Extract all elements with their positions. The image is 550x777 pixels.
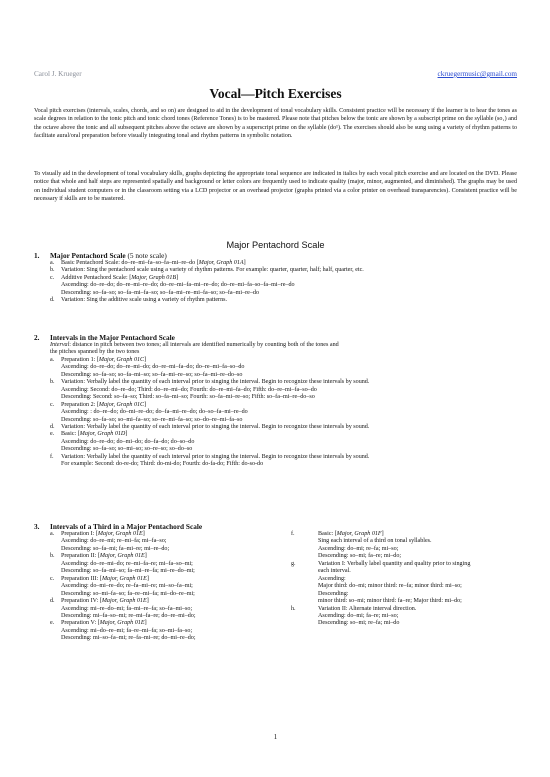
item-text: Preparation V: [ bbox=[61, 620, 100, 627]
exercise-detail-line: Descending: so–fa–so; so–mi–fa–so; so–re–mi–fa–so; so–do–re–mi–fa–so bbox=[61, 416, 243, 423]
exercise-detail-line: Ascending: mi–re–do–mi; fa–mi–re–fa; so–fa–mi–so; bbox=[61, 605, 193, 612]
item-text: Preparation 1: [ bbox=[61, 356, 99, 363]
right-column bbox=[291, 531, 517, 643]
exercise-item bbox=[34, 275, 517, 282]
item-text: ] bbox=[144, 356, 147, 363]
exercise-detail-line: Descending: so–fa–so; so–fa–mi–fa–so; so–fa–mi–re–mi–fa–so; so–fa–mi–re–do bbox=[61, 289, 260, 296]
section-title: Intervals in the Major Pentachord Scale bbox=[50, 333, 175, 342]
item-letter: h. bbox=[291, 605, 296, 612]
graph-reference: Major, Graph 01C bbox=[98, 401, 145, 408]
two-column-list bbox=[34, 531, 517, 643]
exercise-item bbox=[291, 561, 517, 568]
exercise-detail-line: Descending: so–mi; fa–re; mi–do; bbox=[318, 553, 402, 560]
exercise-detail-line: Descending: mi–so–fa–mi; re–fa–mi–re; do–mi–re–do; bbox=[61, 635, 196, 642]
exercise-item bbox=[34, 379, 517, 386]
exercise-detail-line: Descending: so–fa–mi; fa–mi–re; mi–re–do; bbox=[61, 545, 170, 552]
item-letter: b. bbox=[50, 379, 55, 386]
exercise-detail-line: Descending: so–fa–so; so–fa–mi–so; so–fa–mi–re–so; so–fa–mi–re–do–so bbox=[61, 371, 243, 378]
item-letter: a. bbox=[50, 260, 55, 266]
page-header bbox=[34, 70, 517, 80]
item-text: Variation: Sing the pentachord scale using a variety of rhythm patterns. For example: quarter, quarter, half; half, quarter, etc. bbox=[61, 267, 364, 274]
exercise-detail-line: Ascending: mi–do–re–mi; fa–re–mi–fa; so–mi–fa–so; bbox=[61, 627, 193, 634]
graph-reference: Major, Graph 01F bbox=[336, 531, 382, 537]
author-email-link[interactable]: ckruegermusic@gmail.com bbox=[437, 70, 517, 78]
item-text: ] bbox=[381, 531, 384, 537]
exercise-detail-line: Descending: so–fa–mi–so; fa–mi–re–fa; mi–re–do–mi; bbox=[61, 568, 195, 575]
exercise-detail-line: Descending: mi–fa–so–mi; re–mi–fa–re; do–re–mi–do; bbox=[61, 612, 196, 619]
item-text: ] bbox=[142, 531, 145, 537]
left-column bbox=[34, 531, 291, 643]
graph-reference: Major, Graph 01E bbox=[99, 553, 145, 560]
item-text: ] bbox=[243, 260, 246, 266]
item-text: Variation: Verbally label the quantity of each interval prior to singing the interval. Begin to recognize these intervals by sound. bbox=[61, 423, 370, 430]
exercise-item bbox=[34, 454, 517, 461]
item-text: ] bbox=[125, 431, 128, 438]
exercise-item bbox=[34, 531, 291, 538]
exercise-item bbox=[34, 402, 517, 409]
item-text: Basic: [ bbox=[318, 531, 337, 537]
item-text: Variation: Verbally label the quantity of each interval prior to singing the interval. Begin to recognize these intervals by sound. bbox=[61, 379, 370, 386]
exercise-item bbox=[34, 267, 517, 274]
exercise-section-2 bbox=[34, 333, 517, 469]
graph-reference: Major, Graph 01D bbox=[79, 431, 126, 438]
item-letter: d. bbox=[50, 297, 55, 304]
author-name: Carol J. Krueger bbox=[34, 70, 82, 78]
item-text: ] bbox=[146, 598, 149, 605]
item-letter: g. bbox=[291, 560, 296, 567]
graph-reference: Major, Graph 01B bbox=[131, 274, 177, 281]
item-letter: d. bbox=[50, 423, 55, 430]
document-title: Vocal—Pitch Exercises bbox=[209, 86, 342, 101]
item-letter: c. bbox=[50, 575, 55, 582]
exercise-detail-line: Ascending: do–mi; fa–re; mi–so; bbox=[318, 612, 399, 619]
exercise-detail-line: Ascending: do–re–mi–do; re–mi–fa–re; mi–fa–so–mi; bbox=[61, 560, 193, 567]
exercise-item bbox=[291, 606, 517, 613]
section-number: 1. bbox=[34, 251, 40, 260]
exercise-detail-line: Ascending: bbox=[318, 575, 346, 582]
intro-paragraph: Vocal pitch exercises (intervals, scales, chords, and so on) are designed to aid in the development of tonal vocabulary skills. Consistent practice will be necessary if the learner is to hear the tones as scale degrees in relation to the tonic pitch and tonic chord tones (Reference Tones) is to be mastered. Please note that pitches below the tonic are shown by a subscript prime on the syllable (so₁) and the octave above the tonic and all subsequent pitches above the octave are shown by a superscript prime on the syllable (do¹). The exercises should also be sung using a variety of rhythm patterns to facilitate aural/oral preparation before visually integrating tonal and rhythm patterns in symbolic notation. bbox=[34, 108, 517, 140]
item-letter: a. bbox=[50, 531, 55, 537]
graph-reference: Interval bbox=[50, 342, 70, 348]
item-letter: c. bbox=[50, 274, 55, 281]
exercise-detail-line: Ascending: Second: do–re–do; Third: do–re–mi–do; Fourth: do–re–mi–fa–do; Fifth: do–re–mi–fa–so–do bbox=[61, 386, 317, 393]
item-letter: e. bbox=[50, 431, 55, 438]
graph-reference: Major, Graph 01A bbox=[198, 260, 244, 266]
section-title: Major Pentachord Scale bbox=[50, 251, 126, 260]
exercise-detail-line: Major third: do–mi; minor third: re–fa; minor third: mi–so; bbox=[318, 583, 462, 590]
exercise-item bbox=[34, 598, 291, 605]
exercise-detail-line: Sing each interval of a third on tonal syllables. bbox=[318, 538, 432, 545]
exercise-detail-line: Ascending: do–re–do; do–re–mi–re–do; do–re–mi–fa–mi–re–do; do–re–mi–fa–so–fa–mi–re–do bbox=[61, 282, 295, 289]
exercise-item bbox=[34, 553, 291, 560]
exercise-item bbox=[291, 531, 517, 538]
exercise-item bbox=[34, 424, 517, 431]
item-letter: a. bbox=[50, 356, 55, 363]
exercise-section-1 bbox=[34, 251, 517, 305]
item-text: ] bbox=[144, 553, 147, 560]
item-text: Preparation IV: [ bbox=[61, 598, 102, 605]
item-text: : distance in pitch between two tones; all intervals are identified numerically by counting both of the tones and bbox=[69, 342, 339, 348]
exercise-item bbox=[34, 349, 517, 356]
exercise-detail-line: Descending: so–mi–fa–so; fa–re–mi–fa; mi–do–re–mi; bbox=[61, 590, 195, 597]
item-text: ] bbox=[144, 401, 147, 408]
item-text: Preparation II: [ bbox=[61, 553, 100, 560]
section-title: Intervals of a Third in a Major Pentachord Scale bbox=[50, 522, 203, 531]
item-letter: d. bbox=[50, 598, 55, 605]
section-note: (5 note scale) bbox=[127, 251, 167, 260]
item-text: Preparation 2: [ bbox=[61, 401, 99, 408]
exercise-heading bbox=[34, 522, 517, 531]
exercise-detail-line: Ascending: do–mi; re–fa; mi–so; bbox=[318, 545, 399, 552]
item-letter: b. bbox=[50, 553, 55, 560]
exercise-detail-line: minor third: so–mi; minor third: fa–re; Major third: mi–do; bbox=[318, 598, 462, 605]
item-text: Variation: Verbally label the quantity of each interval prior to singing the interval. Begin to recognize these intervals by sound. bbox=[61, 453, 370, 460]
item-text: Preparation III: [ bbox=[61, 575, 102, 582]
section-heading: Major Pentachord Scale bbox=[226, 240, 325, 250]
exercise-item bbox=[34, 620, 291, 627]
item-text: Additive Pentachord Scale: [ bbox=[61, 274, 132, 281]
item-text: Variation: Sing the additive scale using a variety of rhythm patterns. bbox=[61, 297, 228, 304]
graph-reference: Major, Graph 01E bbox=[101, 598, 147, 605]
exercise-detail-line: For example: Second: do-re-do; Third: do-mi-do; Fourth: do-fa-do; Fifth: do-so-do bbox=[61, 461, 264, 468]
exercise-heading bbox=[34, 251, 517, 260]
item-text: ] bbox=[146, 575, 149, 582]
item-text: Basic: [ bbox=[61, 431, 80, 438]
exercise-detail-line: Ascending: do–mi–re–do; re–fa–mi–re; mi–so–fa–mi; bbox=[61, 583, 193, 590]
exercise-detail-line: Ascending: do–re–mi; re–mi–fa; mi–fa–so; bbox=[61, 538, 167, 545]
exercise-detail-line: Ascending: do–re–do; do–re–mi–do; do–re–mi–fa–do; do–re–mi–fa–so–do bbox=[61, 364, 245, 371]
exercise-detail-line: Descending: Second: so–fa–so; Third: so–fa–mi–so; Fourth: so–fa–mi–re–so; Fifth: so–fa–mi–re–do–so bbox=[61, 394, 315, 401]
item-letter: f. bbox=[50, 453, 54, 460]
exercise-item bbox=[34, 342, 517, 349]
exercise-item bbox=[34, 297, 517, 304]
exercise-detail-line: Ascending: do–re–do; do–mi–do; do–fa–do; do–so–do bbox=[61, 438, 195, 445]
item-text: ] bbox=[176, 274, 179, 281]
graph-reference: Major, Graph 01E bbox=[97, 531, 143, 537]
item-letter: f. bbox=[291, 531, 295, 537]
exercise-detail-line: Descending: so–mi; re–fa; mi–do bbox=[318, 620, 400, 627]
section-number: 2. bbox=[34, 333, 40, 342]
exercise-item bbox=[34, 576, 291, 583]
item-text: Variation I: Verbally label quantity and quality prior to singing bbox=[318, 560, 471, 567]
graph-reference: Major, Graph 01E bbox=[101, 575, 147, 582]
item-text: Basic Pentachord Scale: do–re–mi–fa–so–fa–mi–re–do [ bbox=[61, 260, 199, 266]
exercise-detail-line: Ascending: : do–re–do; do–mi–re–do; do–fa–mi–re–do; do–so–fa–mi–re–do bbox=[61, 409, 248, 416]
item-letter: b. bbox=[50, 267, 55, 274]
exercise-item bbox=[34, 431, 517, 438]
section-number: 3. bbox=[34, 522, 40, 531]
graph-reference: Major, Graph 01E bbox=[99, 620, 145, 627]
page-number: 1 bbox=[273, 733, 278, 741]
intro-paragraph: To visually aid in the development of tonal vocabulary skills, graphs depicting the appropriate tonal sequence are indicated in italics by each vocal pitch exercise and are located on the DVD. Please notice that whole and half steps are represented spatially and background or letter colors are frequently used to indicate quality (major, minor, augmented, and diminished). The graphs may be used on individual student computers or in the classroom setting via a LCD projector or an overhead projector (graphs printed via a color printer on overhead transparencies). Consistent practice will be necessary if skills are to be mastered. bbox=[34, 171, 517, 203]
item-letter: c. bbox=[50, 401, 55, 408]
exercise-detail-line: Descending: so–fa–so; so–mi–so; so–re–so; so–do–so bbox=[61, 446, 193, 453]
item-letter: e. bbox=[50, 620, 55, 627]
exercise-section-3 bbox=[34, 522, 517, 643]
graph-reference: Major, Graph 01C bbox=[98, 356, 145, 363]
exercise-heading bbox=[34, 333, 517, 342]
exercise-detail-line: Descending: bbox=[318, 590, 349, 597]
item-text: Variation II: Alternate interval direction. bbox=[318, 605, 417, 612]
exercise-detail-line: each interval. bbox=[318, 568, 351, 575]
item-text: ] bbox=[144, 620, 147, 627]
exercise-item bbox=[34, 357, 517, 364]
item-text: the pitches spanned by the two tones bbox=[50, 349, 140, 356]
item-text: Preparation I: [ bbox=[61, 531, 98, 537]
